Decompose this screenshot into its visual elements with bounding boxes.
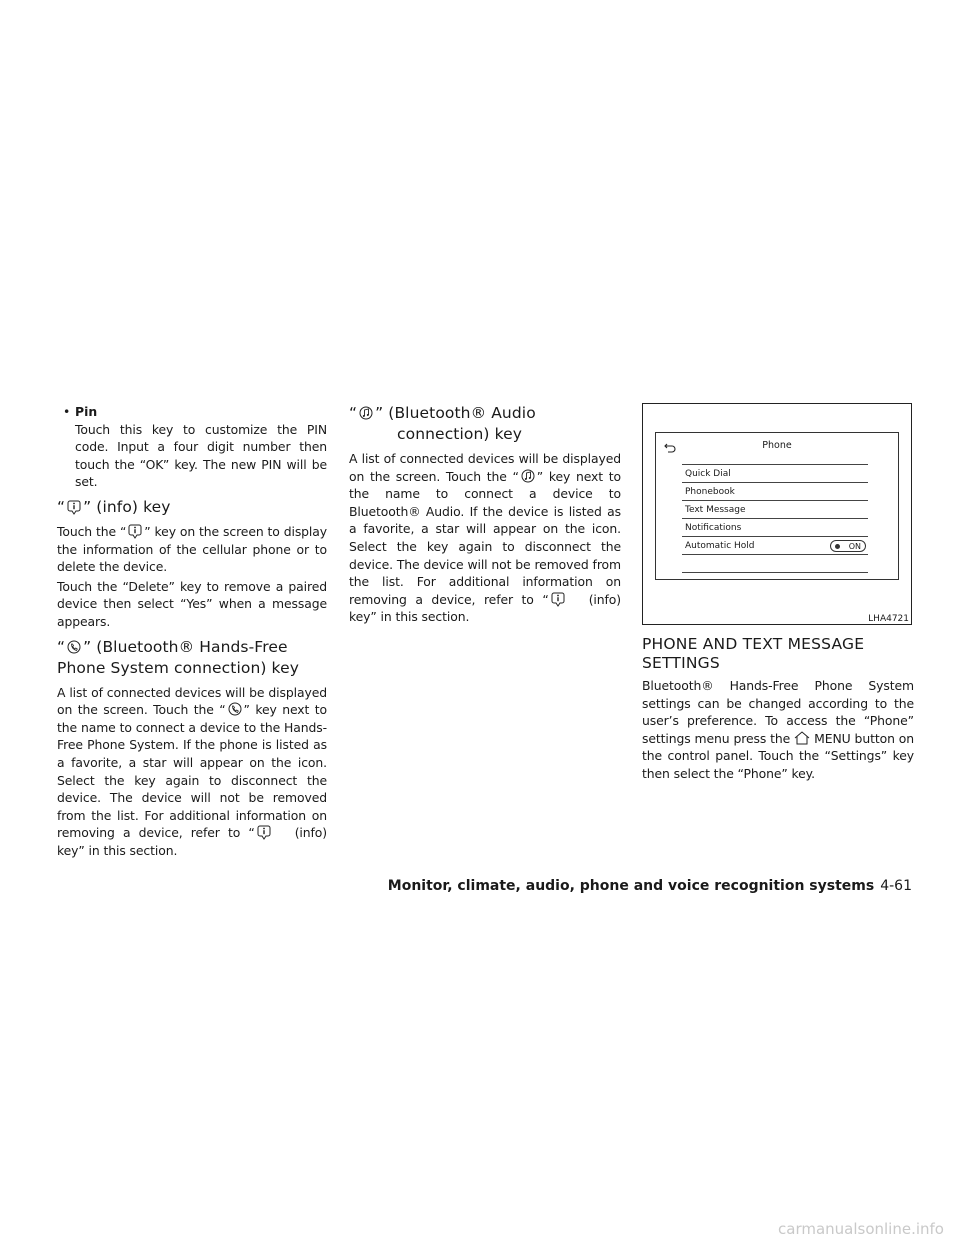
info-key-heading [57,497,327,518]
audio-p-c: (info) key” in this section. [349,591,621,625]
pin-title: Pin [75,404,98,419]
settings-paragraph [642,677,914,783]
info-p1-a: Touch the “ [57,523,127,539]
audio-heading-line2: connection) key [397,425,523,443]
info-heading-open: “ [57,497,66,516]
audio-p-b: ” key next to the name to connect a device to Bluetooth® Audio. If the device is listed as a favorite, a star will appear on the icon. Select the key again to disconnect the device. The device will not be removed from the list. For additional information on removing a device, refer to “ [349,468,621,607]
handsfree-paragraph [57,684,327,860]
info-icon [128,523,142,539]
menu-divider [682,572,868,573]
screen-title: Phone [762,440,792,451]
menu-item-label: Automatic Hold [685,541,755,551]
phone-icon [228,701,242,717]
menu-item-automatic-hold[interactable] [682,536,868,555]
music-note-icon [521,468,535,484]
audio-key-heading [349,403,621,445]
info-paragraph-1 [57,523,327,576]
page-number: 4-61 [880,878,912,894]
handsfree-key-heading [57,637,327,679]
phone-settings-screen [655,432,899,580]
phone-icon [67,639,81,655]
pin-bullet [57,403,327,491]
pin-text: Touch this key to customize the PIN code. Input a four digit number then touch the “OK” key. The new PIN will be set. [75,421,327,490]
automatic-hold-toggle[interactable] [830,540,866,552]
menu-item-label: Text Message [685,505,746,515]
info-p1-b: ” key on the screen to display the information of the cellular phone or to delete the device. [57,523,328,575]
hf-p-a: A list of connected devices will be displayed on the screen. Touch the “ [57,684,327,718]
figure-label: LHA4721 [868,614,909,624]
watermark: carmanualsonline.info [778,1220,944,1238]
audio-paragraph [349,450,621,626]
hf-heading-open: “ [57,637,66,656]
page-footer [388,878,912,894]
toggle-knob [835,544,840,549]
menu-item-label: Quick Dial [685,469,731,479]
settings-p-b: MENU button on the control panel. Touch the “Settings” key then select the “Phone” key. [642,730,914,781]
menu-item-quick-dial[interactable] [682,464,868,483]
section-heading: PHONE AND TEXT MESSAGE SETTINGS [642,635,865,672]
hf-p-c: (info) key” in this section. [57,825,327,858]
column-right [642,403,914,785]
column-left [57,403,327,861]
audio-p-a: A list of connected devices will be displayed on the screen. Touch the “ [349,451,621,484]
menu-divider [682,554,868,555]
audio-heading-close: ” (Bluetooth® Audio [375,404,536,422]
home-icon [792,730,812,746]
audio-heading-open: “ [349,404,358,422]
info-paragraph-2: Touch the “Delete” key to remove a paired device then select “Yes” when a message appears. [57,578,327,629]
info-icon [257,824,271,840]
bullet-dot: • [63,404,71,419]
settings-p-a: Bluetooth® Hands-Free Phone System settings can be changed according to the user’s preference. To access the “Phone” settings menu press the [642,678,914,746]
music-note-icon [359,405,373,421]
hf-heading-close: ” (Bluetooth® Hands-Free Phone System connection) key [57,637,299,677]
info-heading-close: ” (info) key [83,497,171,516]
footer-title: Monitor, climate, audio, phone and voice recognition systems [387,878,875,894]
hf-p-b: ” key next to the name to connect a device to the Hands-Free Phone System. If the phone is listed as a favorite, a star will appear on the icon. Select the key again to disconnect the device. The device will not be removed from the list. For additional information on removing a device, refer to “ [57,702,327,841]
info-icon [551,591,565,607]
menu-item-label: Notifications [685,523,742,533]
info-icon [67,499,81,515]
menu-item-phonebook[interactable] [682,482,868,501]
menu-item-text-message[interactable] [682,500,868,519]
menu-item-notifications[interactable] [682,518,868,537]
menu-item-label: Phonebook [685,487,735,497]
toggle-label: ON [848,542,861,551]
phone-settings-figure [642,403,912,625]
column-middle [349,403,621,628]
